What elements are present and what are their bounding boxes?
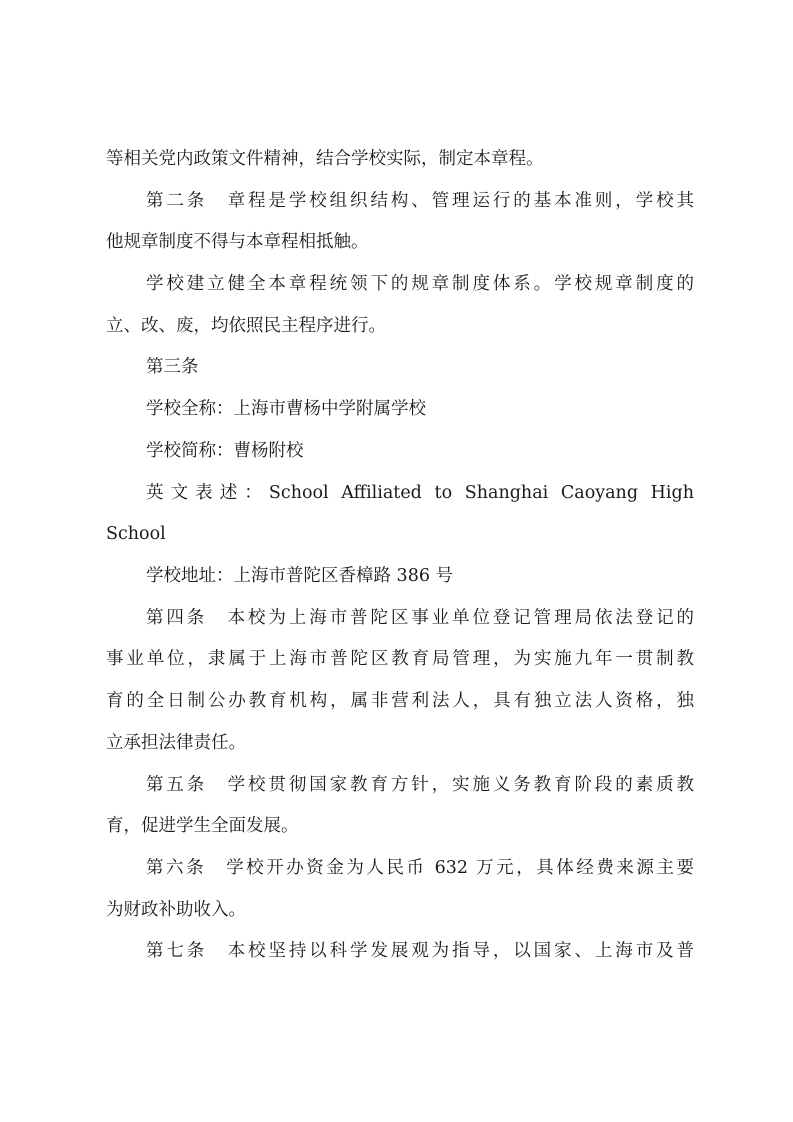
text-line: 立、改、废，均依照民主程序进行。: [106, 316, 386, 336]
text-line: 等相关党内政策文件精神，结合学校实际，制定本章程。: [106, 149, 544, 169]
text-line: 第三条: [146, 357, 199, 377]
text-line: 学校建立健全本章程统领下的规章制度体系。学校规章制度的: [146, 274, 694, 294]
text-line: 第七条 本校坚持以科学发展观为指导，以国家、上海市及普: [146, 941, 694, 961]
text-line: 学校地址：上海市普陀区香樟路 386 号: [146, 566, 454, 586]
text-line: 第四条 本校为上海市普陀区事业单位登记管理局依法登记的: [146, 608, 694, 628]
text-line: 第二条 章程是学校组织结构、管理运行的基本准则，学校其: [146, 191, 694, 211]
text-line: 事业单位，隶属于上海市普陀区教育局管理，为实施九年一贯制教: [106, 649, 694, 669]
text-line: 为财政补助收入。: [106, 900, 246, 920]
text-line: 英文表述：School Affiliated to Shanghai Caoyang High: [146, 483, 694, 503]
text-line: 育，促进学生全面发展。: [106, 816, 299, 836]
text-line: 学校全称：上海市曹杨中学附属学校: [146, 399, 426, 419]
text-line: 育的全日制公办教育机构，属非营利法人，具有独立法人资格，独: [106, 691, 694, 711]
text-line: 第五条 学校贯彻国家教育方针，实施义务教育阶段的素质教: [146, 775, 694, 795]
text-line: 立承担法律责任。: [106, 733, 246, 753]
text-line: 第六条 学校开办资金为人民币 632 万元，具体经费来源主要: [146, 858, 694, 878]
text-line: 他规章制度不得与本章程相抵触。: [106, 232, 369, 252]
text-line: School: [106, 524, 166, 544]
text-line: 学校简称：曹杨附校: [146, 441, 304, 461]
